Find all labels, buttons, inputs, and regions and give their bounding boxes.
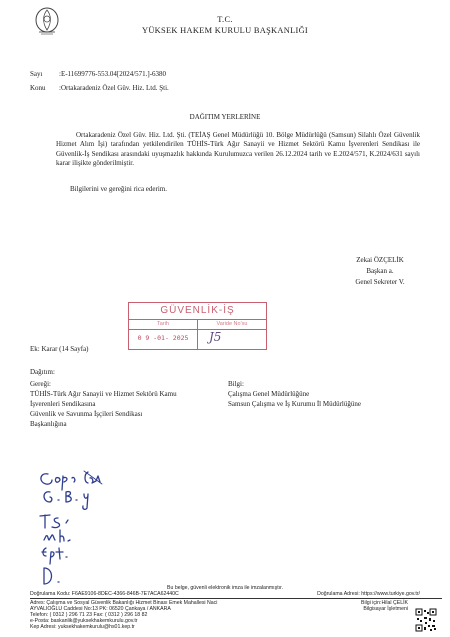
footer-dept: Bilgisayar İşletmeni	[363, 606, 408, 612]
attachment-line: Ek: Karar (14 Sayfa)	[30, 345, 89, 353]
stamp-union-name: GÜVENLİK-İŞ	[129, 303, 266, 320]
gereg-item-2: İşverenleri Sendikasına	[30, 400, 96, 408]
konu-label: Konu	[30, 84, 46, 92]
sayi-value: :E-11699776-553.04[2024/571.]-6380	[59, 70, 167, 78]
distribution-title: DAĞITIM YERLERİNE	[189, 113, 261, 121]
bilgi-item-2: Samsun Çalışma ve İş Kurumu İl Müdürlüğüne	[228, 400, 361, 408]
esign-note: Bu belge, güvenli elektronik imza ile imzalanmıştır.	[167, 585, 283, 591]
gereg-label: Gereği:	[30, 380, 51, 388]
body-paragraph: Ortakaradeniz Özel Güv. Hiz. Ltd. Şti. (TEİAŞ Genel Müdürlüğü 10. Bölge Müdürlüğü (Samsun) Silahlı Özel Güvenlik Hizmet Alım İşi) tarafından yetkilendirilen TÜHİS-Türk Ağır Sanayii ve Hizmet Sektörü Kamu İşverenleri Sendikası ile Güvenlik-İş Sendikası arasındaki uyuşmazlık hakkında Kurulumuzca verilen 26.12.2024 tarih ve E.2024/571, K.2024/631 sayılı karar ilişikte gönderilmiştir.	[56, 131, 420, 168]
footer-address-1: Adres: Çalışma ve Sosyal Güvenlik Bakanlığı Hizmet Binası Emek Mahallesi Naci	[30, 600, 218, 606]
sayi-label: Sayı	[30, 70, 43, 78]
handwritten-notes-image	[36, 468, 146, 588]
stamp-date-label: Tarih	[157, 321, 169, 327]
footer-contact: Bilgi için:Hilal ÇELİK	[361, 600, 408, 606]
signer-title-1: Başkan a.	[366, 267, 394, 275]
bilgi-item-1: Çalışma Genel Müdürlüğüne	[228, 390, 310, 398]
header-institution: YÜKSEK HAKEM KURULU BAŞKANLIĞI	[141, 26, 309, 35]
footer-address-2: AYVALIOĞLU Caddesi No:13 PK: 06520 Çankaya / ANKARA	[30, 606, 171, 612]
verify-address: Doğrulama Adresi: https://www.turkiye.gov.tr/	[317, 591, 420, 597]
gereg-item-3: Güvenlik ve Savunma İşçileri Sendikası	[30, 410, 143, 418]
stamp-number-value: J5	[209, 330, 222, 344]
closing-line: Bilgilerini ve gereğini rica ederim.	[70, 185, 167, 193]
footer-email: e-Posta: baskanlik@yuksekhakemkurulu.gov.tr	[30, 618, 138, 624]
konu-value: :Ortakaradeniz Özel Güv. Hiz. Ltd. Şti.	[59, 84, 169, 92]
bilgi-label: Bilgi:	[228, 380, 244, 388]
verify-code: Doğrulama Kodu: F6AE9106-8DEC-4366-846B-7E7ACA62440C	[30, 591, 179, 597]
gereg-item-1: TÜHİS-Türk Ağır Sanayii ve Hizmet Sektörü Kamu	[30, 390, 177, 398]
footer-kep: Kep Adresi: yuksekhakemkurulu@hs01.kep.tr	[30, 624, 135, 630]
dagitim-title: Dağıtım:	[30, 368, 55, 376]
signer-name: Zekai ÖZÇELİK	[356, 256, 404, 264]
signer-title-2: Genel Sekreter V.	[355, 278, 405, 286]
qr-code-icon	[415, 608, 437, 632]
stamp-date-value: 0 9 -01- 2025	[137, 334, 189, 342]
stamp-number-label: Varide No'su	[216, 321, 248, 327]
footer-phone: Telefon: ( 0312 ) 296 71 23 Fax: ( 0312 ) 296 18 82	[30, 612, 148, 618]
gereg-item-4: Başkanlığına	[30, 420, 67, 428]
incoming-document-stamp	[128, 302, 267, 350]
footer-divider	[30, 598, 442, 599]
header-tc: T.C.	[217, 15, 233, 24]
